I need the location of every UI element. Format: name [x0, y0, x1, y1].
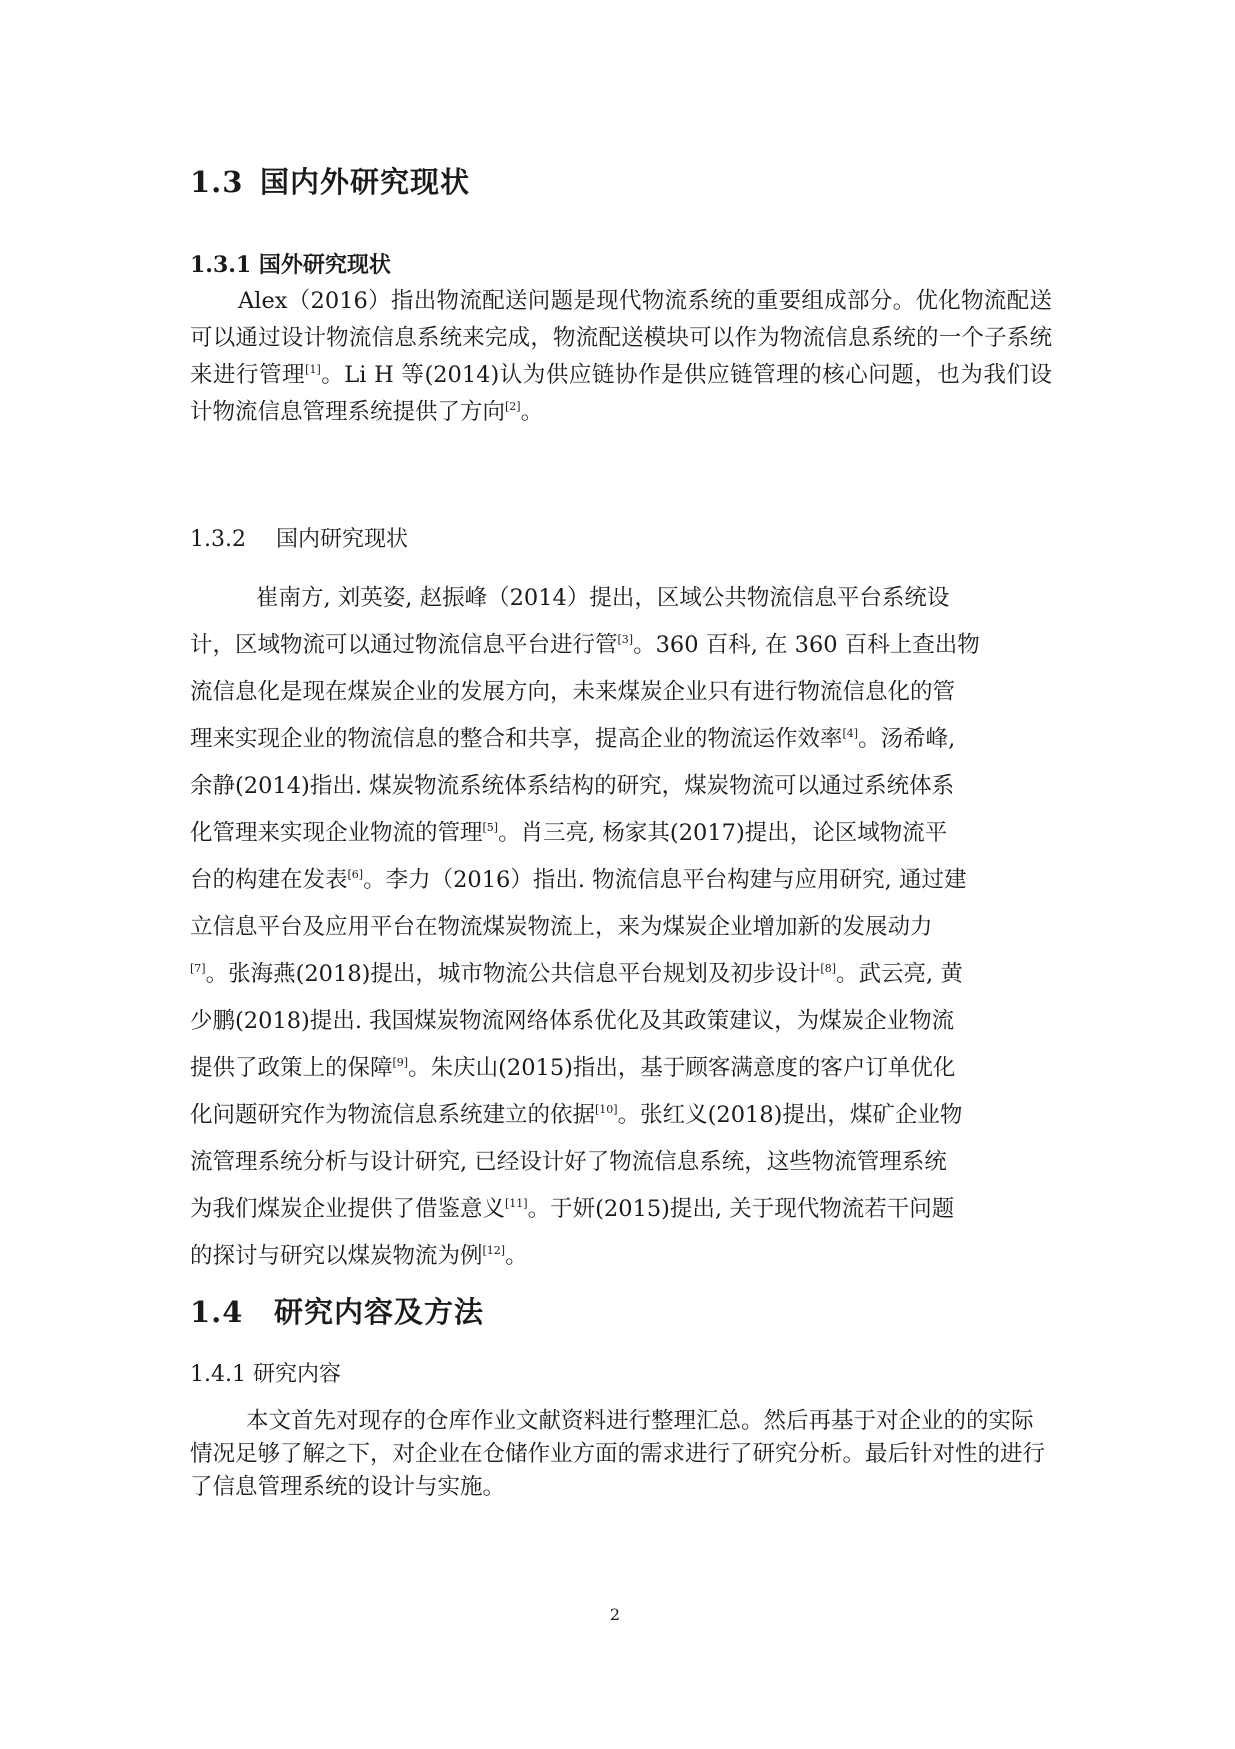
line-text: 流信息化是现在煤炭企业的发展方向，未来煤炭企业只有进行物流信息化的管 [190, 679, 956, 705]
line-text: 化问题研究作为物流信息系统建立的依据 [190, 1102, 596, 1128]
text-line [190, 768, 954, 800]
subsection-heading-1-3-1: 1.3.1 国外研究现状 [190, 252, 391, 278]
subsection-title: 国内研究现状 [276, 527, 409, 552]
citation: [3] [617, 633, 634, 646]
citation: [5] [482, 821, 499, 834]
text-line [190, 674, 955, 706]
section-number: 1.3 [190, 165, 244, 199]
line-text: 。张海燕(2018)提出，城市物流公共信息平台规划及初步设计 [205, 961, 821, 987]
subsection-number: 1.3.2 [190, 527, 246, 552]
section-heading-1-4 [190, 1290, 484, 1331]
text-line [190, 721, 955, 753]
line-text: 少鹏(2018)提出. 我国煤炭物流网络体系优化及其政策建议，为煤炭企业物流 [190, 1008, 955, 1034]
section-number: 1.4 [190, 1295, 244, 1329]
text-line [256, 580, 949, 612]
text-line [190, 1050, 955, 1082]
citation: [2] [505, 400, 521, 413]
line-text: 提供了政策上的保障 [190, 1055, 393, 1081]
citation: [7] [190, 962, 206, 975]
line-text: 余静(2014)指出. 煤炭物流系统体系结构的研究，煤炭物流可以通过系统体系 [190, 773, 955, 799]
line-text: 。汤希峰, [858, 726, 956, 752]
text-line [190, 1144, 947, 1176]
line-text: 的探讨与研究以煤炭物流为例 [190, 1243, 483, 1269]
line-text: 。 [505, 1243, 528, 1269]
citation: [1] [305, 363, 321, 376]
citation: [12] [482, 1244, 506, 1257]
citation: [10] [595, 1103, 618, 1116]
text-line [190, 1003, 954, 1035]
subsection-heading-1-4-1: 1.4.1 研究内容 [190, 1362, 341, 1387]
citation: [4] [842, 727, 859, 740]
paragraph-foreign-research [190, 283, 1052, 431]
paragraph-text: 。Li H 等(2014)认为供应链协作是供应链管理的核心问题，也为我们设计物流信息管理系统提供了方向 [190, 362, 1052, 425]
line-text: 崔南方, 刘英姿, 赵振峰（2014）提出，区域公共物流信息平台系统设 [256, 585, 950, 611]
citation: [9] [392, 1056, 409, 1069]
text-line [190, 1097, 962, 1129]
citation: [8] [820, 962, 837, 975]
text-line [190, 956, 963, 988]
line-text: 。360 百科, 在 360 百科上查出物 [633, 632, 980, 658]
line-text: 为我们煤炭企业提供了借鉴意义 [190, 1196, 506, 1222]
text-line [190, 1238, 528, 1270]
line-text: 。朱庆山(2015)指出，基于顾客满意度的客户订单优化 [408, 1055, 956, 1081]
section-heading-1-3 [190, 160, 470, 201]
line-text: 流管理系统分析与设计研究, 已经设计好了物流信息系统，这些物流管理系统 [190, 1149, 947, 1175]
line-text: 计，区域物流可以通过物流信息平台进行管 [190, 632, 618, 658]
paragraph-text: 。 [520, 399, 544, 425]
paragraph-research-content: 本文首先对现存的仓库作业文献资料进行整理汇总。然后再基于对企业的的实际情况足够了解之下，对企业在仓储作业方面的需求进行了研究分析。最后针对性的进行了信息管理系统的设计与实施。 [190, 1408, 1046, 1500]
line-text: 立信息平台及应用平台在物流煤炭物流上，来为煤炭企业增加新的发展动力 [190, 914, 933, 940]
line-text: 。武云亮, 黄 [836, 961, 963, 987]
text-line [190, 909, 933, 941]
section-title: 研究内容及方法 [274, 1295, 485, 1329]
text-line [190, 627, 980, 659]
line-text: 台的构建在发表 [190, 867, 348, 893]
line-text: 。肖三亮, 杨家其(2017)提出，论区域物流平 [498, 820, 948, 846]
section-title: 国内外研究现状 [260, 165, 471, 199]
line-text: 。李力（2016）指出. 物流信息平台构建与应用研究, 通过建 [363, 867, 967, 893]
paragraph-text: Alex（2016）指出物流配送问题是现代物流系统的重要组成部分。优化物流配送可以通过设计物流信息系统来完成，物流配送模块可以作为物流信息系统的一个子系统来进行管理 [190, 288, 1052, 388]
citation: [11] [505, 1197, 528, 1210]
line-text: 。张红义(2018)提出，煤矿企业物 [617, 1102, 963, 1128]
citation: [6] [347, 868, 364, 881]
text-line [190, 1191, 954, 1223]
subsection-heading-1-3-2 [190, 522, 408, 553]
line-text: 。于妍(2015)提出, 关于现代物流若干问题 [527, 1196, 955, 1222]
text-line [190, 862, 966, 894]
text-line [190, 815, 947, 847]
line-text: 理来实现企业的物流信息的整合和共享，提高企业的物流运作效率 [190, 726, 843, 752]
page-number: 2 [609, 1605, 621, 1624]
line-text: 化管理来实现企业物流的管理 [190, 820, 483, 846]
